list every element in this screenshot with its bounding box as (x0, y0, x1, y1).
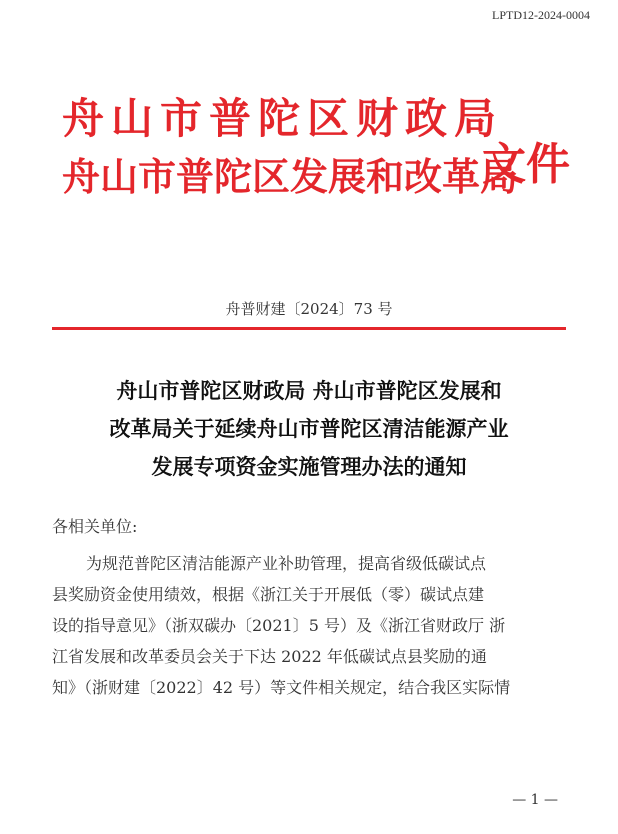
title-line: 舟山市普陀区财政局 舟山市普陀区发展和 (116, 378, 502, 403)
salutation: 各相关单位: (52, 517, 138, 536)
red-divider-line (52, 327, 566, 330)
body-line: 江省发展和改革委员会关于下达 2022 年低碳试点县奖励的通 (52, 647, 487, 666)
title-line: 发展专项资金实施管理办法的通知 (151, 454, 467, 479)
issuer-development-reform-bureau: 舟山市普陀区发展和改革局 (62, 154, 519, 199)
issuing-organizations (62, 94, 582, 234)
body-line: 知》（浙财建〔2022〕42 号）等文件相关规定，结合我区实际情 (52, 678, 511, 697)
title-line: 改革局关于延续舟山市普陀区清洁能源产业 (109, 416, 509, 441)
document-number: 舟普财建〔2024〕73 号 (225, 300, 393, 318)
document-code: LPTD12-2024-0004 (492, 8, 590, 22)
page-number: — 1 — (512, 792, 558, 808)
issuer-document-suffix: 文件 (482, 139, 570, 190)
body-line: 为规范普陀区清洁能源产业补助管理，提高省级低碳试点 (86, 554, 487, 573)
body-paragraph (52, 548, 570, 703)
body-line: 设的指导意见》（浙双碳办〔2021〕5 号）及《浙江省财政厅 浙 (52, 616, 506, 635)
body-line: 县奖励资金使用绩效，根据《浙江关于开展低（零）碳试点建 (52, 585, 485, 604)
issuer-finance-bureau: 舟山市普陀区财政局 (62, 94, 504, 143)
document-title (50, 372, 568, 486)
